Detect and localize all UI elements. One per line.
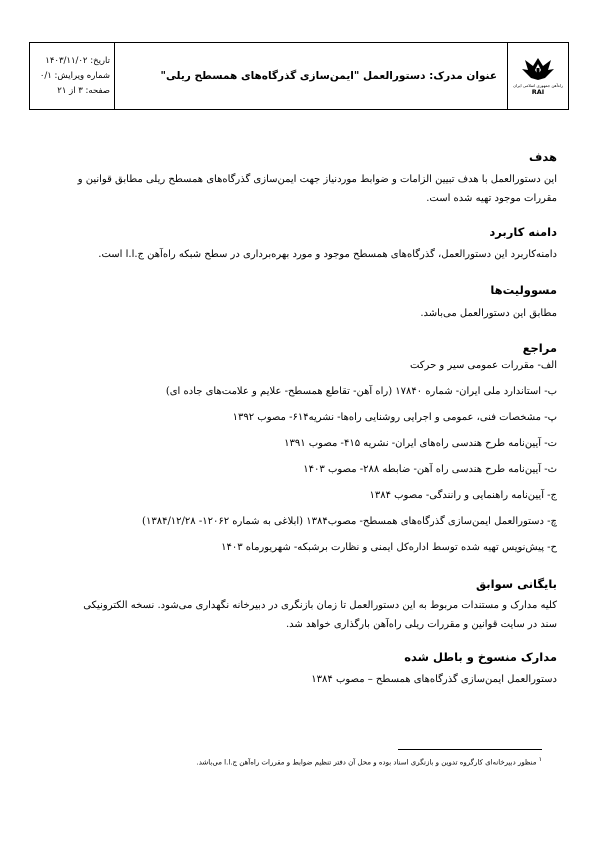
reference-item: ب- استاندارد ملی ایران- شماره ۱۷۸۴۰ (راه آهن- تقاطع همسطح- علایم و علامت‌های جاده ای) [165,386,557,397]
section-heading-archive: بایگانی سوابق [475,577,557,591]
page-label: صفحه: ۳ از ۲۱ [57,85,110,96]
section-heading-references: مراجع [522,341,557,355]
goal-line-1: این دستورالعمل با هدف تبیین الزامات و ضوابط موردنیاز جهت ایمن‌سازی گذرگاه‌های همسطح ریلی مطابق قوانین و [77,174,557,185]
section-heading-obsolete: مدارک منسوخ و باطل شده [404,650,557,664]
footnote-mark: ۱ [538,756,542,763]
document-body [38,148,557,689]
archive-line-2 [38,615,557,634]
archive-line-1-text: کلیه مدارک و مستندات مربوط به این دستورالعمل تا زمان بازنگری در دبیرخانه نگهداری می‌شود. نسخه الکترونیکی [83,600,557,611]
reference-item: ث- آیین‌نامه طرح هندسی راه آهن- ضابطه ۲۸۸- مصوب ۱۴۰۳ [303,464,557,475]
scope-text: دامنه‌کاربرد این دستورالعمل، گذرگاه‌های همسطح موجود و مورد بهره‌برداری در سطح شبکه راه‌آهن ج.ا.ا است. [98,249,557,260]
reference-item: چ- دستورالعمل ایمن‌سازی گذرگاه‌های همسطح- مصوب۱۳۸۴ (ابلاغی به شماره ۱۲۰۶۲- ۱۳۸۴/۱۲/۲۸) [142,516,557,527]
document-header [29,42,569,110]
reference-item: الف- مقررات عمومی سیر و حرکت [409,360,557,371]
footnote-divider [398,749,542,750]
section-heading-responsibilities: مسوولیت‌ها [490,283,557,297]
references-list [38,353,557,561]
section-heading-scope: دامنه کاربرد [489,225,557,239]
archive-line-1 [38,596,557,615]
logo-cell [508,43,569,110]
reference-item: ت- آیین‌نامه طرح هندسی راه‌های ایران- نشریه ۴۱۵- مصوب ۱۳۹۱ [284,438,557,449]
reference-item: ج- آیین‌نامه راهنمایی و رانندگی- مصوب ۱۳۸۴ [369,490,557,501]
footnote-text: منظور دبیرخانه‌ای کارگروه تدوین و بازنگری اسناد بوده و محل آن دفتر تنظیم ضوابط و مقررات راه‌آهن ج.ا.ا می‌باشد. [196,758,537,767]
logo-text: RAI [531,88,545,96]
reference-item: ح- پیش‌نویس تهیه شده توسط اداره‌کل ایمنی و نظارت برشبکه- شهریورماه ۱۴۰۳ [221,542,557,553]
goal-line-2: مقررات موجود تهیه شده است. [426,193,557,204]
document-title: عنوان مدرک: دستورالعمل "ایمن‌سازی گذرگاه‌های همسطح ریلی" [115,43,508,110]
rai-emblem-icon [521,56,555,82]
logo-caption: راه‌آهن جمهوری اسلامی ایران [513,83,563,88]
reference-item: پ- مشخصات فنی، عمومی و اجرایی روشنایی راه‌ها- نشریه۶۱۴- مصوب ۱۳۹۲ [232,412,557,423]
footnote [197,756,542,766]
rai-logo [508,56,568,96]
responsibilities-text: مطابق این دستورالعمل می‌باشد. [420,308,557,319]
archive-line-2-text: سند در سایت قوانین و مقررات ریلی راه‌آهن بارگذاری خواهد شد. [286,619,557,630]
revision-label: شماره ویرایش: ۰/۱ [39,70,110,81]
document-meta [30,43,115,110]
obsolete-text: دستورالعمل ایمن‌سازی گذرگاه‌های همسطح – مصوب ۱۳۸۴ [311,674,557,685]
section-heading-goal: هدف [529,150,557,164]
date-label: تاریخ: ۱۴۰۳/۱۱/۰۲ [45,55,110,66]
